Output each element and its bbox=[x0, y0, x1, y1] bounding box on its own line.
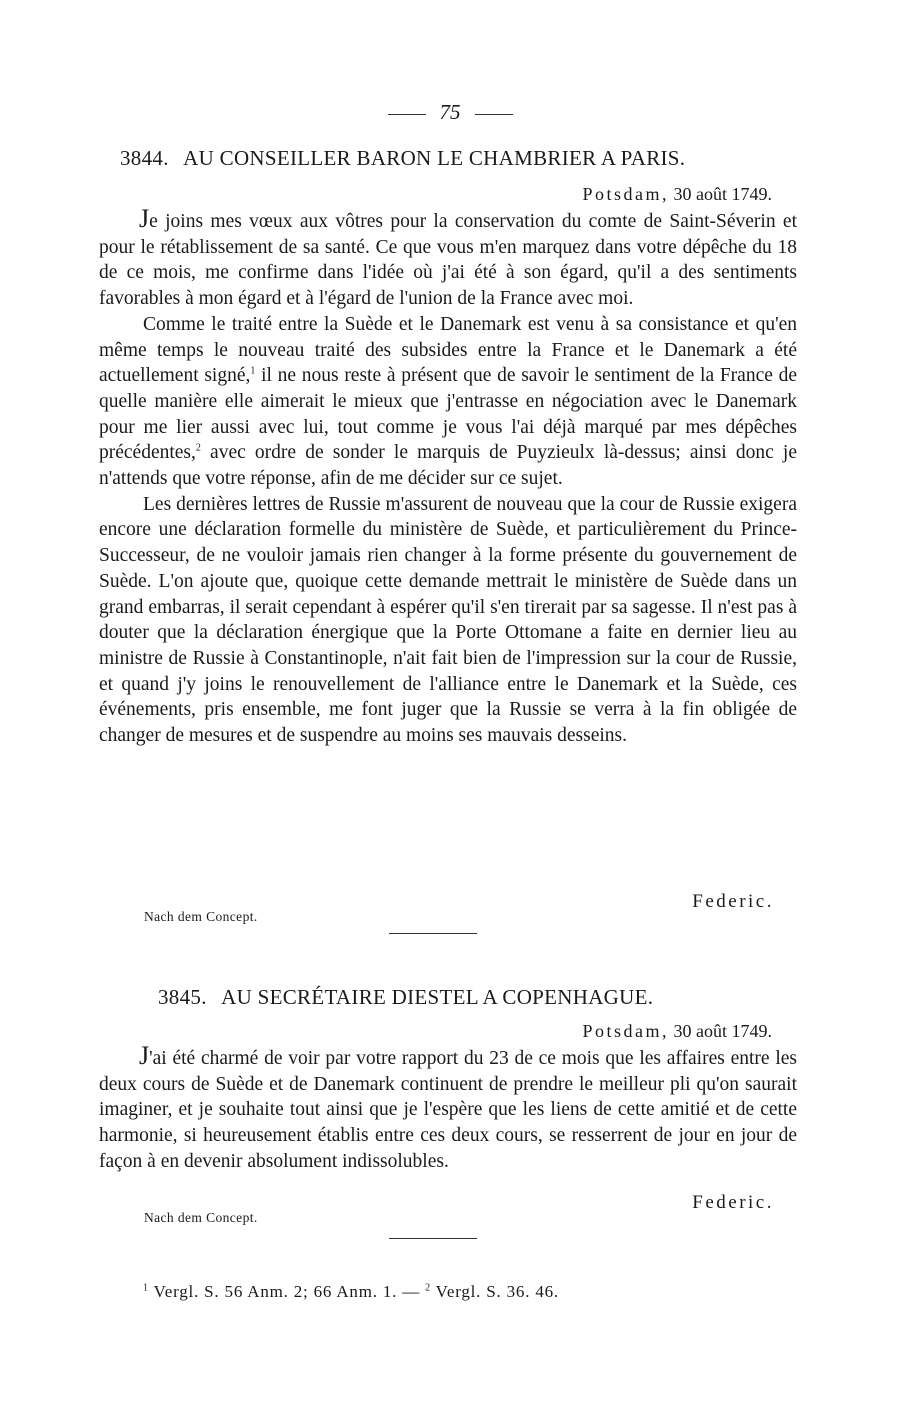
footnote-marker: 1 bbox=[143, 1282, 149, 1294]
concept-note: Nach dem Concept. bbox=[144, 909, 258, 924]
paragraph-text: e joins mes vœux aux vôtres pour la conservation du comte de Saint-Séverin et pour le rétablissement de sa santé. Ce que vous m'en marquez dans votre dépêche du 18 de ce mois, me confirme dans l'idée où j'ai été à son égard, qu'il a des sentiments favorables à mon égard et à l'égard de l'union de la France avec moi. bbox=[99, 211, 797, 310]
paragraph bbox=[99, 1041, 797, 1175]
page-number-right-rule bbox=[475, 114, 513, 115]
dateline-place: Potsdam, bbox=[582, 184, 669, 204]
paragraph bbox=[99, 204, 797, 312]
page-number bbox=[0, 100, 900, 125]
signature: Federic. bbox=[692, 1192, 774, 1213]
page-number-left-rule bbox=[388, 114, 426, 115]
letter-heading bbox=[158, 985, 818, 1010]
paragraph-text: Comme le traité entre la Suède et le Danemark est venu à sa consistance et qu'en même temps le nouveau traité des subsides entre la France et le Danemark a été actuellement signé, bbox=[99, 313, 797, 387]
drop-cap: J bbox=[139, 1041, 150, 1070]
footnote-ref[interactable]: 2 bbox=[195, 442, 201, 454]
letter-title: AU CONSEILLER BARON LE CHAMBRIER A PARIS. bbox=[183, 146, 686, 170]
dateline-place: Potsdam, bbox=[582, 1021, 669, 1041]
paragraph bbox=[99, 492, 797, 749]
paragraph bbox=[99, 312, 797, 492]
letter-body bbox=[99, 1041, 797, 1175]
paragraph-text: 'ai été charmé de voir par votre rapport du 23 de ce mois que les affaires entre les deux cours de Suède et de Danemark continuent de prendre le meilleur pli qu'on saurait imaginer, et je souhaite tout ainsi que je l'espère que les liens de cette amitié et de cette harmonie, si heureusement établis entre ces deux cours, se resserrent de jour en jour de façon à en devenir absolument indissolubles. bbox=[99, 1048, 797, 1172]
footnote-ref[interactable]: 1 bbox=[250, 365, 256, 377]
dateline bbox=[582, 184, 772, 205]
letter-number: 3845. bbox=[158, 985, 207, 1009]
dateline bbox=[582, 1021, 772, 1042]
concept-note: Nach dem Concept. bbox=[144, 1210, 258, 1225]
footnote-text: Vergl. S. 56 Anm. 2; 66 Anm. 1. — bbox=[153, 1282, 421, 1301]
footnotes bbox=[143, 1282, 559, 1302]
footnote-marker: 2 bbox=[425, 1282, 431, 1294]
footnote-text: Vergl. S. 36. 46. bbox=[435, 1282, 559, 1301]
drop-cap: J bbox=[139, 204, 150, 233]
paragraph-text: Les dernières lettres de Russie m'assurent de nouveau que la cour de Russie exigera encore une déclaration formelle du ministère de Suède, et particulièrement du Prince-Successeur, de ne vouloir jamais rien changer à la forme présente du gouvernement de Suède. L'on ajoute que, quoique cette demande mettrait le ministère de Suède dans un grand embarras, il serait cependant à espérer qu'il s'en tirerait par sa sagesse. Il n'est pas à douter que la déclaration énergique que la Porte Ottomane a faite en dernier lieu au ministre de Russie à Constantinople, n'ait fait bien de l'impression sur la cour de Russie, et quand j'y joins le renouvellement de l'alliance entre le Danemark et la Suède, ces événements, pris ensemble, me font juger que la Russie se verra à la fin obligée de changer de mesures et de suspendre au moins ses mauvais desseins. bbox=[99, 493, 797, 747]
letter-body bbox=[99, 204, 797, 749]
paragraph-text: avec ordre de sonder le marquis de Puyzieulx là-dessus; ainsi donc je n'attends que votre réponse, afin de me décider sur ce sujet. bbox=[99, 442, 797, 490]
letter-number: 3844. bbox=[120, 146, 169, 170]
dateline-date: 30 août 1749. bbox=[673, 184, 772, 204]
letter-title: AU SECRÉTAIRE DIESTEL A COPENHAGUE. bbox=[221, 985, 654, 1009]
section-divider bbox=[389, 933, 477, 934]
dateline-date: 30 août 1749. bbox=[673, 1021, 772, 1041]
section-divider bbox=[389, 1238, 477, 1239]
letter-heading bbox=[120, 146, 780, 171]
page-number-value: 75 bbox=[439, 100, 461, 124]
signature: Federic. bbox=[692, 891, 774, 912]
paragraph-text: il ne nous reste à présent que de savoir le sentiment de la France de quelle manière elle aimerait le mieux que j'entrasse en négociation avec le Danemark pour me lier aussi avec lui, tout comme je vous l'ai déjà marqué par mes dépêches précédentes, bbox=[99, 365, 797, 464]
